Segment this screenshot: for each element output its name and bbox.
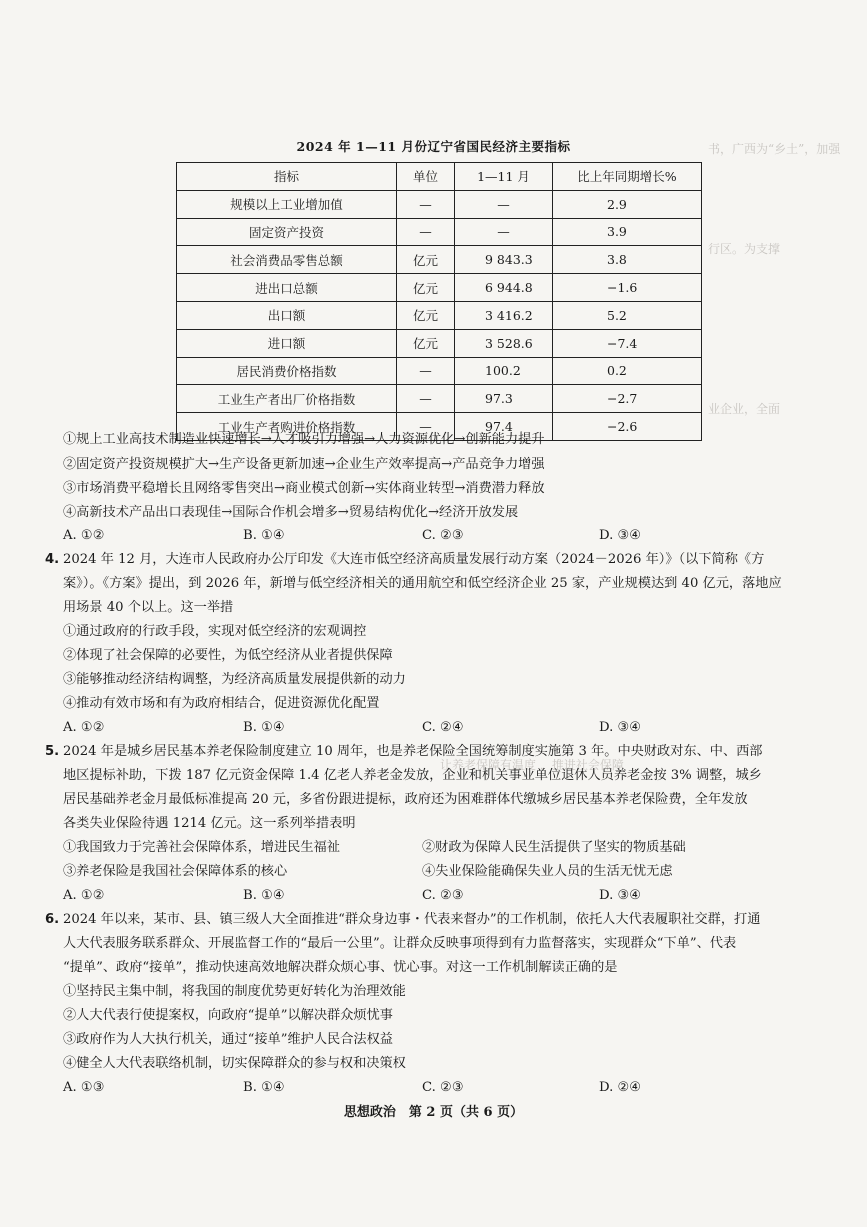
cell-period-value: 9 843.3 — [455, 246, 553, 274]
q6-statement-1: ①坚持民主集中制，将我国的制度优势更好转化为治理效能 — [63, 984, 406, 999]
table-row — [177, 329, 702, 357]
cell-indicator: 居民消费价格指数 — [177, 357, 397, 385]
cell-indicator: 工业生产者出厂价格指数 — [177, 385, 397, 413]
cell-growth: −1.6 — [553, 274, 702, 302]
cell-growth: 2.9 — [553, 190, 702, 218]
cell-unit: — — [397, 385, 455, 413]
table-row — [177, 246, 702, 274]
q6-option-d[interactable]: D. ②④ — [599, 1080, 642, 1095]
cell-period-value: — — [455, 218, 553, 246]
q4-stem-line-3: 用场景 40 个以上。这一举措 — [63, 600, 234, 615]
q3-statement-3: ③市场消费平稳增长且网络零售突出→商业模式创新→实体商业转型→消费潜力释放 — [63, 481, 545, 496]
table-row — [177, 301, 702, 329]
q6-option-c[interactable]: C. ②③ — [422, 1080, 464, 1095]
q3-option-b[interactable]: B. ①④ — [243, 528, 285, 543]
economic-indicators-table — [176, 162, 702, 441]
cell-indicator: 固定资产投资 — [177, 218, 397, 246]
q3-option-d[interactable]: D. ③④ — [599, 528, 642, 543]
table-row — [177, 385, 702, 413]
cell-growth: −7.4 — [553, 329, 702, 357]
table-row — [177, 218, 702, 246]
header-indicator: 指标 — [177, 163, 397, 191]
q5-stem-line-2: 地区提标补助，下拨 187 亿元资金保障 1.4 亿老人养老金发放，企业和机关事业单位退休人员养老金按 3% 调整，城乡 — [63, 768, 762, 783]
cell-unit: 亿元 — [397, 274, 455, 302]
q6-number: 6. — [45, 912, 60, 927]
cell-unit: — — [397, 218, 455, 246]
cell-unit: 亿元 — [397, 329, 455, 357]
bleed-through-text: 行区。为支撑 — [708, 242, 781, 256]
cell-growth: 5.2 — [553, 301, 702, 329]
header-growth: 比上年同期增长% — [553, 163, 702, 191]
q5-option-c[interactable]: C. ②③ — [422, 888, 464, 903]
q5-statement-3: ③养老保险是我国社会保障体系的核心 — [63, 864, 288, 879]
q4-statement-4: ④推动有效市场和有为政府相结合，促进资源优化配置 — [63, 696, 380, 711]
q6-stem-line-1: 2024 年以来，某市、县、镇三级人大全面推进“群众身边事・代表来督办”的工作机制，依托人大代表履职社交群，打通 — [63, 912, 761, 927]
cell-unit: — — [397, 413, 455, 441]
q5-statement-2: ②财政为保障人民生活提供了坚实的物质基础 — [422, 840, 686, 855]
bleed-through-text: 书，广西为“乡土”，加强 — [708, 142, 841, 156]
table-row — [177, 190, 702, 218]
q4-option-a[interactable]: A. ①② — [63, 720, 105, 735]
cell-indicator: 进口额 — [177, 329, 397, 357]
cell-indicator: 进出口总额 — [177, 274, 397, 302]
table-row — [177, 357, 702, 385]
cell-growth: −2.6 — [553, 413, 702, 441]
q6-statement-4: ④健全人大代表联络机制，切实保障群众的参与权和决策权 — [63, 1056, 406, 1071]
q5-option-a[interactable]: A. ①② — [63, 888, 105, 903]
table-header-row — [177, 163, 702, 191]
cell-period-value: 6 944.8 — [455, 274, 553, 302]
q5-option-b[interactable]: B. ①④ — [243, 888, 285, 903]
cell-unit: — — [397, 190, 455, 218]
cell-unit: — — [397, 357, 455, 385]
q4-stem-line-2: 案》）。《方案》提出，到 2026 年，新增与低空经济相关的通用航空和低空经济企业 25 家，产业规模达到 40 亿元，落地应 — [63, 576, 782, 591]
q3-statement-1: ①规上工业高技术制造业快速增长→人才吸引力增强→人力资源优化→创新能力提升 — [63, 432, 545, 447]
q4-statement-3: ③能够推动经济结构调整，为经济高质量发展提供新的动力 — [63, 672, 406, 687]
cell-unit: 亿元 — [397, 301, 455, 329]
q6-stem-line-3: “提单”、政府“接单”，推动快速高效地解决群众烦心事、忧心事。对这一工作机制解读正确的是 — [63, 960, 618, 975]
q4-statement-2: ②体现了社会保障的必要性，为低空经济从业者提供保障 — [63, 648, 393, 663]
q4-option-d[interactable]: D. ③④ — [599, 720, 642, 735]
cell-period-value: — — [455, 190, 553, 218]
q5-stem-line-3: 居民基础养老金月最低标准提高 20 元，多省份跟进提标，政府还为困难群体代缴城乡居民基本养老保险费，全年发放 — [63, 792, 748, 807]
q5-statement-1: ①我国致力于完善社会保障体系，增进民生福祉 — [63, 840, 340, 855]
q6-option-b[interactable]: B. ①④ — [243, 1080, 285, 1095]
q6-statement-3: ③政府作为人大执行机关，通过“接单”维护人民合法权益 — [63, 1032, 393, 1047]
header-period: 1—11 月 — [455, 163, 553, 191]
cell-growth: 0.2 — [553, 357, 702, 385]
header-unit: 单位 — [397, 163, 455, 191]
q3-statement-4: ④高新技术产品出口表现佳→国际合作机会增多→贸易结构优化→经济开放发展 — [63, 505, 519, 520]
cell-indicator: 规模以上工业增加值 — [177, 190, 397, 218]
bleed-through-text: 业企业，全面 — [708, 402, 781, 416]
q5-stem-line-4: 各类失业保险待遇 1214 亿元。这一系列举措表明 — [63, 816, 356, 831]
cell-indicator: 出口额 — [177, 301, 397, 329]
q4-number: 4. — [45, 552, 60, 567]
q3-statement-2: ②固定资产投资规模扩大→生产设备更新加速→企业生产效率提高→产品竞争力增强 — [63, 457, 545, 472]
q5-stem-line-1: 2024 年是城乡居民基本养老保险制度建立 10 周年，也是养老保险全国统筹制度实施第 3 年。中央财政对东、中、西部 — [63, 744, 763, 759]
q6-stem-line-2: 人大代表服务联系群众、开展监督工作的“最后一公里”。让群众反映事项得到有力监督落实，实现群众“下单”、代表 — [63, 936, 737, 951]
table-title: 2024 年 1—11 月份辽宁省国民经济主要指标 — [296, 139, 571, 154]
table-row — [177, 274, 702, 302]
cell-period-value: 3 528.6 — [455, 329, 553, 357]
q3-option-c[interactable]: C. ②③ — [422, 528, 464, 543]
cell-indicator: 社会消费品零售总额 — [177, 246, 397, 274]
q4-option-b[interactable]: B. ①④ — [243, 720, 285, 735]
cell-indicator: 工业生产者购进价格指数 — [177, 413, 397, 441]
q5-number: 5. — [45, 744, 60, 759]
cell-period-value: 97.3 — [455, 385, 553, 413]
q6-option-a[interactable]: A. ①③ — [63, 1080, 105, 1095]
cell-period-value: 100.2 — [455, 357, 553, 385]
q4-option-c[interactable]: C. ②④ — [422, 720, 464, 735]
page-footer: 思想政治 第 2 页（共 6 页） — [343, 1105, 524, 1120]
cell-growth: −2.7 — [553, 385, 702, 413]
cell-growth: 3.8 — [553, 246, 702, 274]
q4-statement-1: ①通过政府的行政手段，实现对低空经济的宏观调控 — [63, 624, 367, 639]
q3-option-a[interactable]: A. ①② — [63, 528, 105, 543]
q4-stem-line-1: 2024 年 12 月，大连市人民政府办公厅印发《大连市低空经济高质量发展行动方案（2024－2026 年）》（以下简称《方 — [63, 552, 765, 567]
cell-unit: 亿元 — [397, 246, 455, 274]
cell-period-value: 3 416.2 — [455, 301, 553, 329]
q6-statement-2: ②人大代表行使提案权，向政府“提单”以解决群众烦忧事 — [63, 1008, 393, 1023]
bleed-through-text: 让养老保障有温度 ，推进社会保障 — [440, 758, 624, 772]
cell-period-value: 97.4 — [455, 413, 553, 441]
q5-option-d[interactable]: D. ③④ — [599, 888, 642, 903]
q5-statement-4: ④失业保险能确保失业人员的生活无忧无虑 — [422, 864, 673, 879]
cell-growth: 3.9 — [553, 218, 702, 246]
